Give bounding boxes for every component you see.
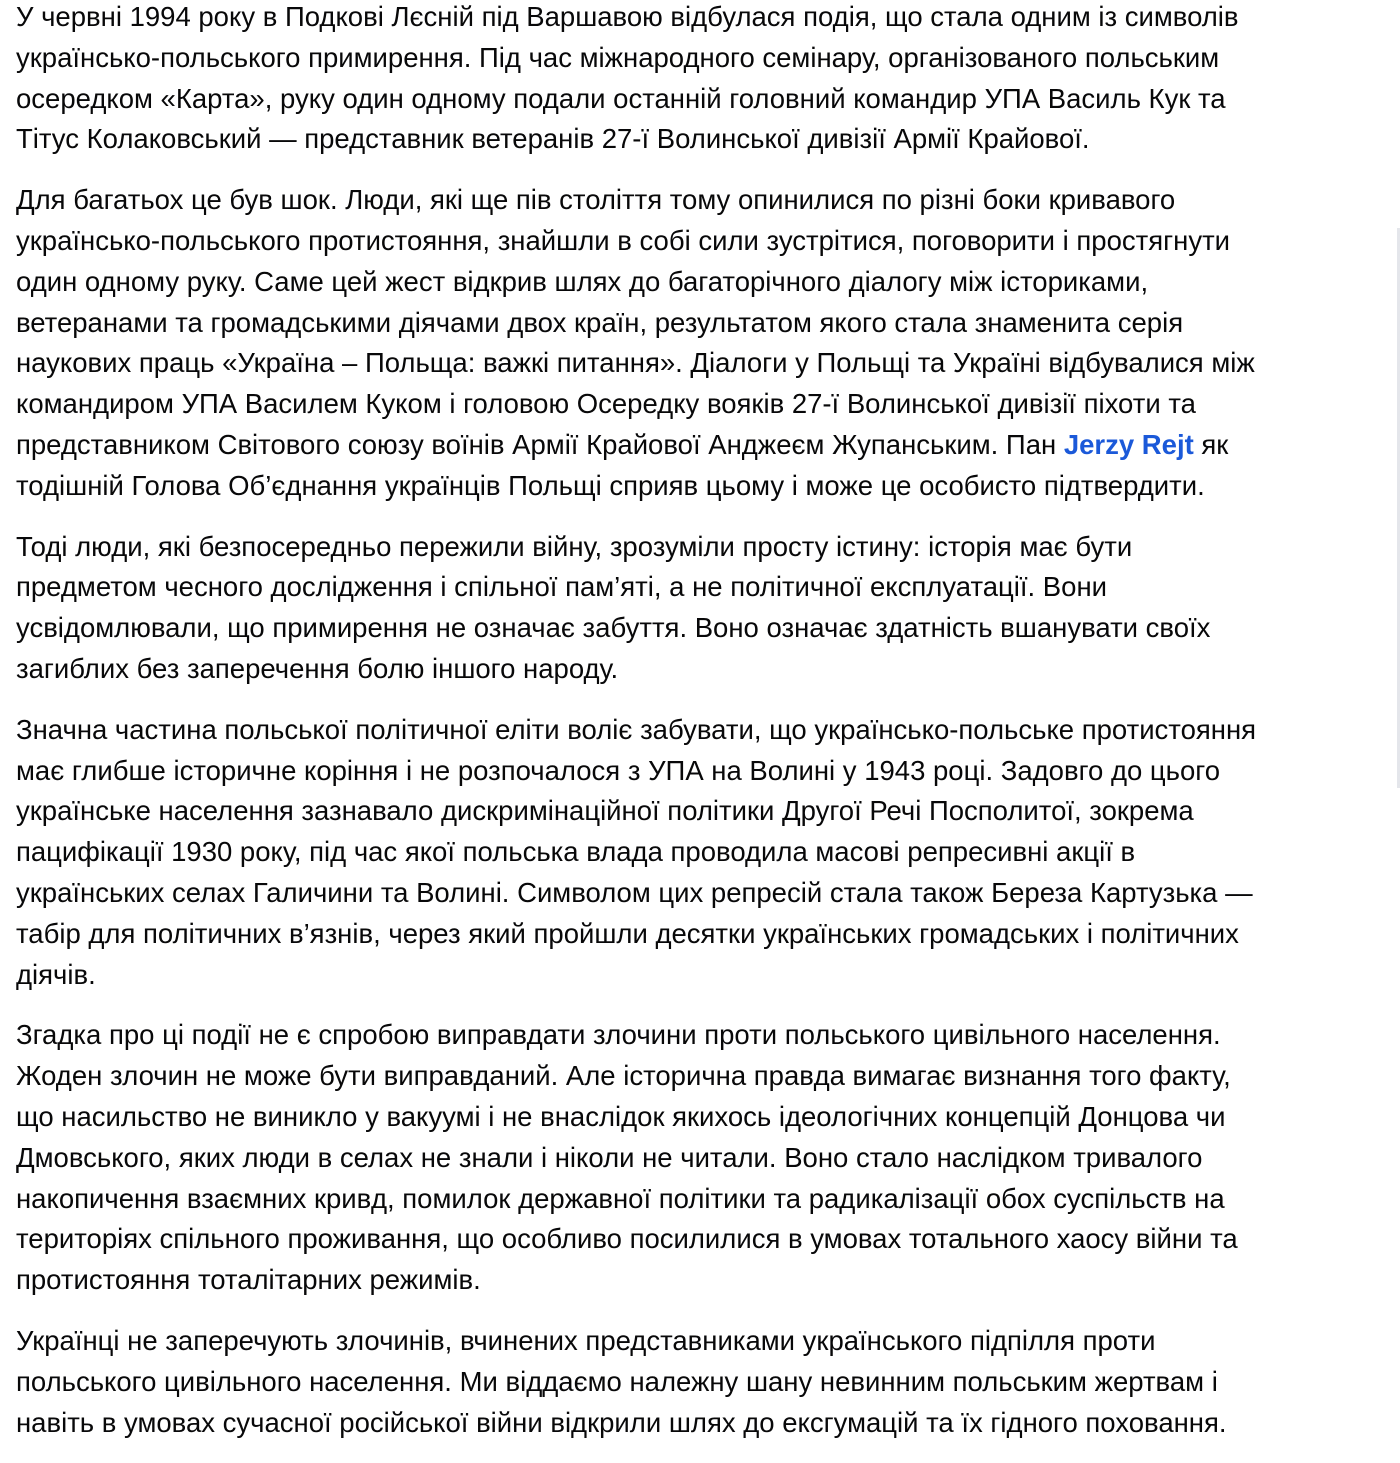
post-paragraph-5: Згадка про ці події не є спробою виправдати злочини проти польського цивільного населення. Жоден злочин не може бути виправданий. Але історична правда вимагає визнання того факту, що насильство не виникло у вакуумі і не внаслідок якихось ідеологічних концепцій Донцова чи Дмовського, яких люди в селах не знали і ніколи не читали. Воно стало наслідком тривалого накопичення взаємних кривд, помилок державної політики та радикалізації обох суспільств на територіях спільного проживання, що особливо посилилися в умовах тотального хаосу війни та протистояння тоталітарних режимів.	[16, 1019, 1238, 1296]
post-paragraph-1: У червні 1994 року в Подкові Лєсній під Варшавою відбулася подія, що стала одним із символів українсько-польського примирення. Під час міжнародного семінару, організованого польським осередком «Карта», руку один одному подали останній головний командир УПА Василь Кук та Тітус Колаковський — представник ветеранів 27-ї Волинської дивізії Армії Крайової.	[16, 1, 1239, 155]
post-paragraph-3: Тоді люди, які безпосередньо пережили війну, зрозуміли просту істину: історія має бути предметом чесного дослідження і спільної пам’яті, а не політичної експлуатації. Вони усвідомлювали, що примирення не означає забуття. Воно означає здатність вшанувати своїх загиблих без заперечення болю іншого народу.	[16, 530, 1211, 684]
post-paragraph-6: Українці не заперечують злочинів, вчинених представниками українського підпілля проти польського цивільного населення. Ми віддаємо належну шану невинним польським жертвам і навіть в умовах сучасної російської війни відкрили шлях до ексгумацій та їх гідного поховання.	[16, 1324, 1227, 1438]
post-paragraph-2	[16, 180, 1396, 506]
post-paragraph-2-text-before: Для багатьох це був шок. Люди, які ще пів століття тому опинилися по різні боки кривавого українсько-польського протистояння, знайшли в собі сили зустрітися, поговорити і простягнути один одному руку. Саме цей жест відкрив шлях до багаторічного діалогу між істориками, ветеранами та громадськими діячами двох країн, результатом якого стала знаменита серія наукових праць «Україна – Польща: важкі питання». Діалоги у Польщі та Україні відбувалися між командиром УПА Василем Куком і головою Осередку вояків 27-ї Волинської дивізії піхоти та представником Світового союзу воїнів Армії Крайової Анджеєм Жупанським. Пан	[16, 184, 1255, 460]
post-body	[16, 0, 1396, 1463]
mention-link-jerzy-rejt[interactable]: Jerzy Rejt	[1063, 428, 1194, 460]
post-paragraph-2-text-after: як тодішній Голова Об’єднання українців Польщі сприяв цьому і може це особисто підтвердити.	[16, 428, 1229, 501]
post-paragraph-4: Значна частина польської політичної еліти воліє забувати, що українсько-польське протистояння має глибше історичне коріння і не розпочалося з УПА на Волині у 1943 році. Задовго до цього українське населення зазнавало дискримінаційної політики Другої Речі Посполитої, зокрема пацифікації 1930 року, під час якої польська влада проводила масові репресивні акції в українських селах Галичини та Волині. Символом цих репресій стала також Береза Картузька — табір для політичних в’язнів, через який пройшли десятки українських громадських і політичних діячів.	[16, 713, 1257, 990]
